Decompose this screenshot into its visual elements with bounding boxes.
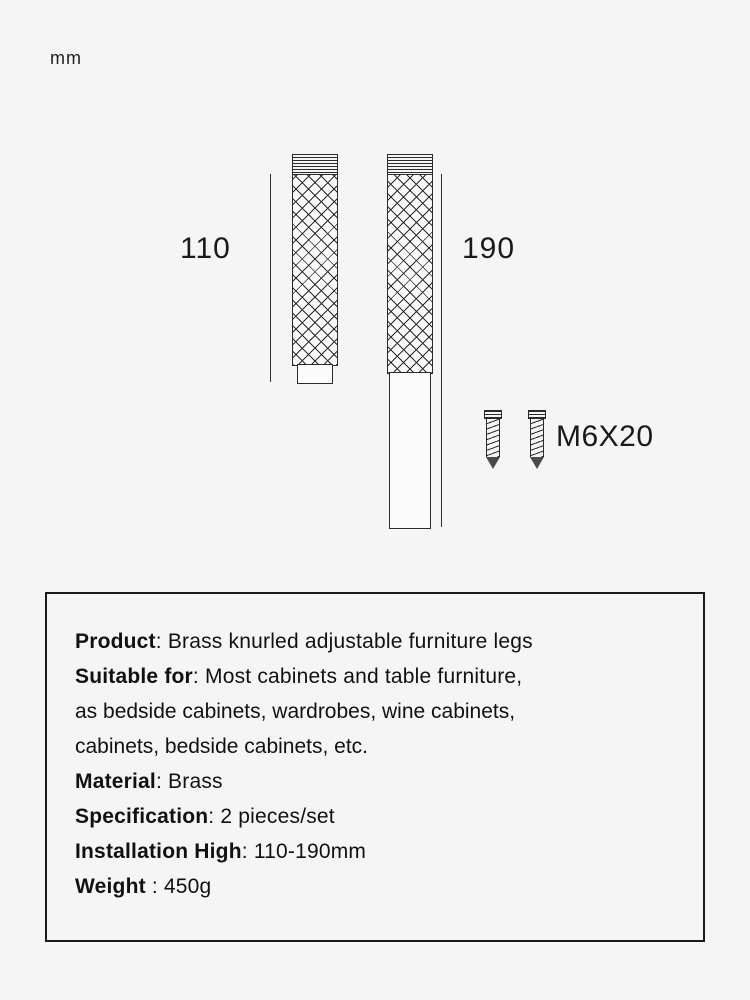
leg-short-knurled-body: [292, 174, 338, 366]
spec-row-installation-high: [75, 834, 675, 869]
spec-key-suitable-for: Suitable for: [75, 665, 193, 688]
spec-sep: :: [151, 875, 164, 898]
spec-key-specification: Specification: [75, 805, 209, 828]
spec-value-installation-high: 110-190mm: [253, 840, 367, 863]
spec-value-specification: 2 pieces/set: [220, 805, 335, 828]
spec-row-weight: [75, 869, 675, 904]
screw-head-icon: [528, 410, 546, 419]
spec-value-product: Brass knurled adjustable furniture legs: [167, 630, 533, 653]
unit-label: mm: [50, 48, 82, 68]
product-dimension-diagram: [0, 90, 750, 570]
spec-row-specification: [75, 799, 675, 834]
leg-tall-thread-cap: [387, 154, 433, 174]
leg-short-foot: [297, 364, 333, 384]
spec-value-material: Brass: [168, 770, 223, 793]
leg-tall-extension-tube: [389, 372, 431, 529]
leg-tall-knurled-body: [387, 174, 433, 374]
spec-key-installation-high: Installation High: [75, 840, 242, 863]
leg-short-thread-cap: [292, 154, 338, 174]
screw-icon: [528, 410, 546, 469]
screw-size-label: M6X20: [556, 420, 654, 453]
spec-suitable-for-continued-2: cabinets, bedside cabinets, etc.: [75, 735, 369, 758]
spec-key-weight: Weight: [75, 875, 152, 898]
screw-icon: [484, 410, 502, 469]
dimension-line-short: [270, 174, 271, 382]
dimension-label-tall: 190: [462, 232, 516, 265]
spec-sep: :: [155, 770, 169, 793]
spec-sep: :: [192, 665, 205, 688]
specification-box: [45, 592, 705, 942]
spec-sep: :: [155, 630, 168, 653]
spec-sep: :: [208, 805, 221, 828]
dimension-line-tall: [441, 174, 442, 527]
screw-tip-icon: [530, 457, 544, 469]
dimension-label-short: 110: [180, 232, 231, 265]
spec-value-weight: 450g: [163, 875, 212, 898]
spec-sep: :: [241, 840, 254, 863]
screw-shaft-icon: [486, 419, 500, 457]
spec-key-material: Material: [75, 770, 156, 793]
spec-value-suitable-for: Most cabinets and table furniture,: [205, 665, 523, 688]
spec-row-material: [75, 764, 675, 799]
spec-key-product: Product: [75, 630, 156, 653]
spec-suitable-for-continued-1: as bedside cabinets, wardrobes, wine cabinets,: [75, 700, 516, 723]
screw-shaft-icon: [530, 419, 544, 457]
spec-row-product: [75, 624, 675, 659]
spec-row-suitable-for: [75, 659, 675, 694]
screw-tip-icon: [486, 457, 500, 469]
screw-head-icon: [484, 410, 502, 419]
